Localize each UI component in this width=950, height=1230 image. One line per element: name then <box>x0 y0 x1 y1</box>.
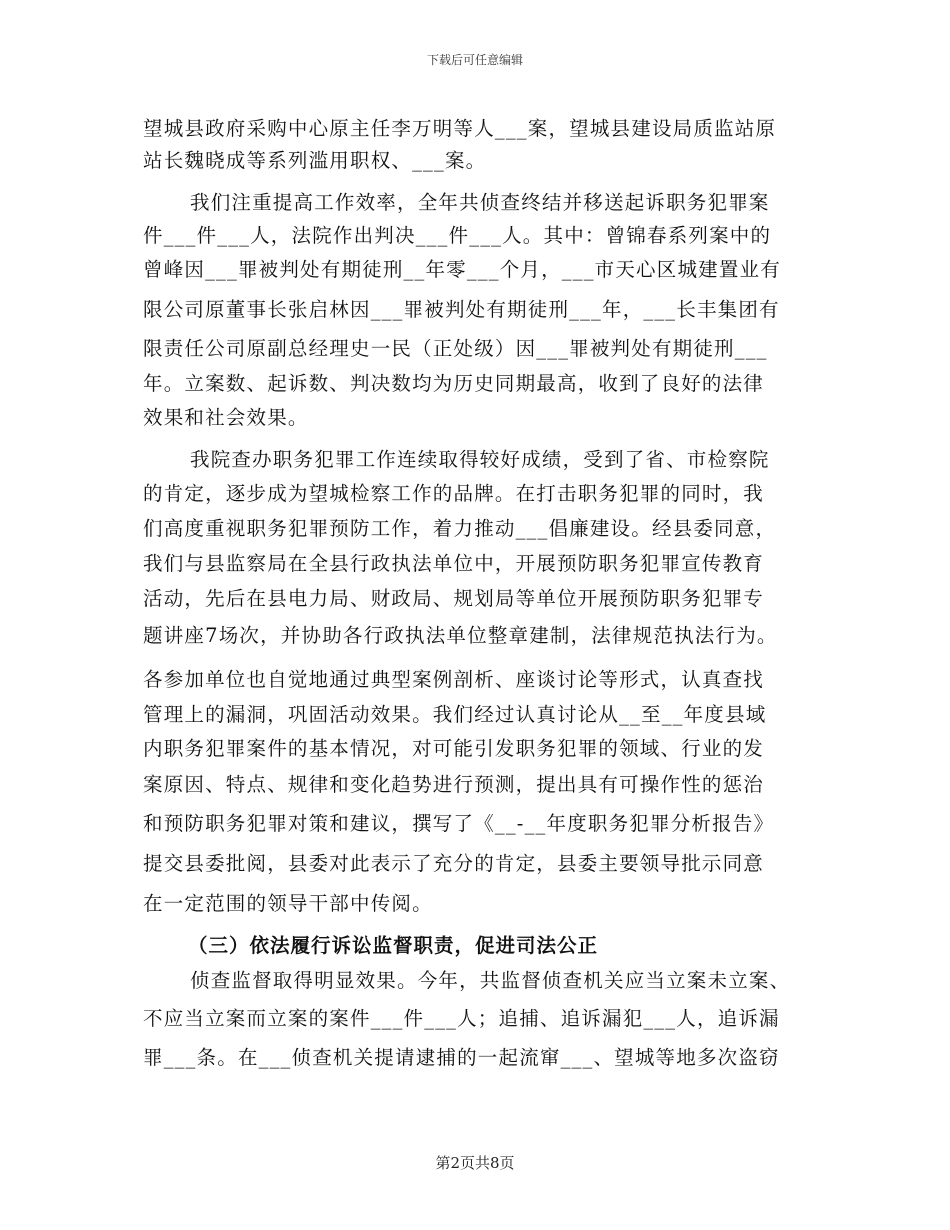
section-heading: （三）依法履行诉讼监督职责，促进司法公正 <box>188 934 599 957</box>
text-line: 限公司原董事长张启林因___罪被判处有期徒刑___年，___长丰集团有 <box>143 298 780 321</box>
text-line: 效果和社会效果。 <box>143 406 309 429</box>
text-line: 在一定范围的领导干部中传阅。 <box>143 892 433 915</box>
text-line: 提交县委批阅，县委对此表示了充分的肯定，县委主要领导批示同意 <box>143 852 765 875</box>
text-line: 和预防职务犯罪对策和建议，撰写了《__-__年度职务犯罪分析报告》 <box>143 812 775 835</box>
text-line: 不应当立案而立案的案件___件___人；追捕、追诉漏犯___人，追诉漏 <box>143 1007 780 1030</box>
text-line: 罪___条。在___侦查机关提请逮捕的一起流窜___、望城等地多次盗窃 <box>143 1046 780 1069</box>
page-number: 第2页共8页 <box>435 1154 515 1172</box>
text-line: 限责任公司原副总经理史一民（正处级）因___罪被判处有期徒刑___ <box>143 337 768 360</box>
text-line: 件___件___人，法院作出判决___件___人。其中：曾锦春系列案中的 <box>143 224 772 247</box>
text-line: 望城县政府采购中心原主任李万明等人___案，望城县建设局质监站原 <box>143 117 777 140</box>
text-line: 案原因、特点、规律和变化趋势进行预测，提出具有可操作性的惩治 <box>143 773 765 796</box>
paragraph-start: 我们注重提高工作效率，全年共侦查终结并移送起诉职务犯罪案 <box>190 191 770 214</box>
text-line: 管理上的漏洞，巩固活动效果。我们经过认真讨论从__至__年度县域 <box>143 703 767 726</box>
text-line: 们高度重视职务犯罪预防工作，着力推动___倡廉建设。经县委同意， <box>143 517 777 540</box>
text-line: 的肯定，逐步成为望城检察工作的品牌。在打击职务犯罪的同时，我 <box>143 482 765 505</box>
paragraph-start: 我院查办职务犯罪工作连续取得较好成绩，受到了省、市检察院 <box>190 448 770 471</box>
text-line: 内职务犯罪案件的基本情况，对可能引发职务犯罪的领域、行业的发 <box>143 737 765 760</box>
text-line: 年。立案数、起诉数、判决数均为历史同期最高，收到了良好的法律 <box>143 372 765 395</box>
text-line: 各参加单位也自觉地通过典型案例剖析、座谈讨论等形式，认真查找 <box>143 668 765 691</box>
page-header: 下载后可任意编辑 <box>426 53 523 67</box>
text-line: 我们与县监察局在全县行政执法单位中，开展预防职务犯罪宣传教育 <box>143 552 765 575</box>
text-line: 站长魏晓成等系列滥用职权、___案。 <box>143 149 487 172</box>
paragraph-start: 侦查监督取得明显效果。今年，共监督侦查机关应当立案未立案、 <box>190 969 791 992</box>
text-line: 题讲座7场次，并协助各行政执法单位整章建制，法律规范执法行为。 <box>143 624 778 647</box>
text-line: 活动，先后在县电力局、财政局、规划局等单位开展预防职务犯罪专 <box>143 587 765 610</box>
text-line: 曾峰因___罪被判处有期徒刑__年零___个月，___市天心区城建置业有 <box>143 258 781 281</box>
